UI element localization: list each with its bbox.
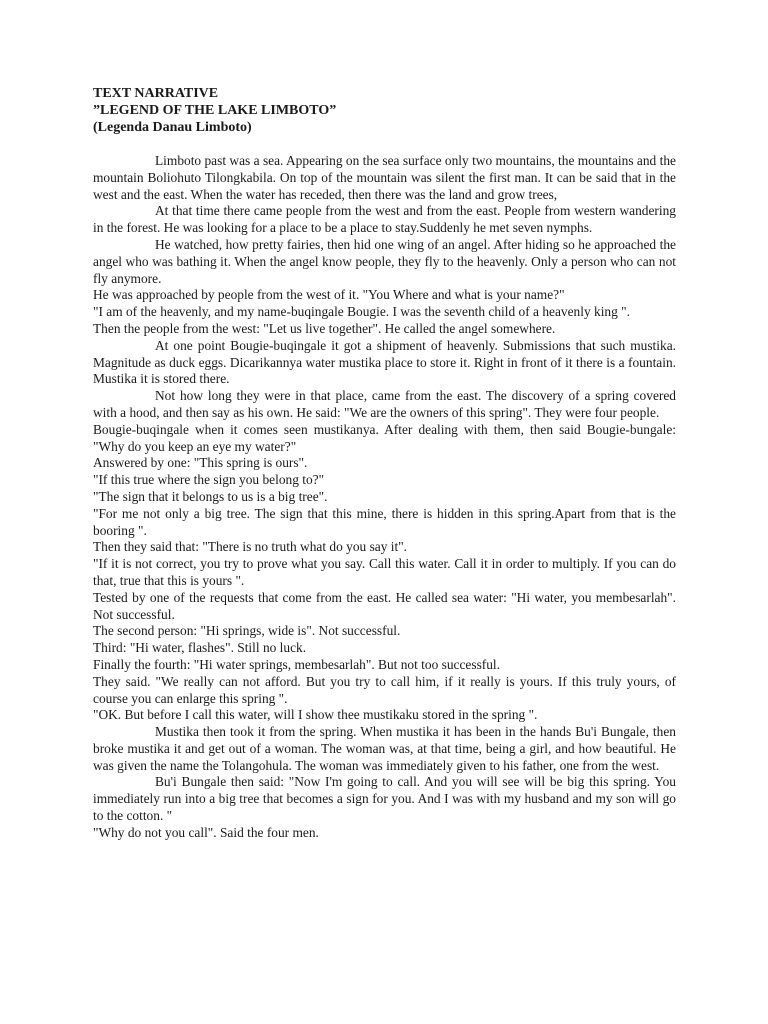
- story-paragraph: Then they said that: "There is no truth what do you say it".: [93, 539, 408, 555]
- story-paragraph: Finally the fourth: "Hi water springs, membesarlah". But not too successful.: [93, 656, 501, 672]
- story-paragraph: Third: "Hi water, flashes". Still no luck.: [93, 640, 307, 656]
- story-paragraph: Bougie-buqingale when it comes seen mustikanya. After dealing with them, then said Bougie-bungale: "Why do you keep an eye my water?": [93, 421, 676, 454]
- story-paragraph: At that time there came people from the west and from the east. People from western wandering in the forest. He was looking for a place to be a place to stay.Suddenly he met seven nymphs.: [93, 203, 676, 236]
- story-paragraph: Tested by one of the requests that come from the east. He called sea water: "Hi water, you membesarlah". Not successful.: [93, 589, 676, 622]
- story-paragraph: He watched, how pretty fairies, then hid one wing of an angel. After hiding so he approached the angel who was bathing it. When the angel know people, they fly to the heavenly. Only a person who can not fly anymore.: [93, 236, 676, 286]
- story-paragraph: Mustika then took it from the spring. When mustika it has been in the hands Bu'i Bungale, then broke mustika it and get out of a woman. The woman was, at that time, being a girl, and how beautiful. He was given the name the Tolangohula. The woman was immediately given to his father, one from the west.: [93, 724, 676, 773]
- story-paragraph: "OK. But before I call this water, will I show thee mustikaku stored in the spring ".: [93, 707, 538, 723]
- story-paragraph: Bu'i Bungale then said: "Now I'm going to call. And you will see will be big this spring. You immediately run into a big tree that becomes a sign for you. And I was with my husband and my son will go to the cotton. ": [93, 774, 676, 824]
- story-paragraph: "Why do not you call". Said the four men.: [93, 824, 319, 840]
- legend-title: ”LEGEND OF THE LAKE LIMBOTO”: [93, 103, 337, 118]
- story-paragraph: Limboto past was a sea. Appearing on the sea surface only two mountains, the mountains and the mountain Boliohuto Tilongkabila. On top of the mountain was silent the first man. It can be said that in the west and the east. When the water has receded, then there was the land and grow trees,: [93, 153, 676, 202]
- story-paragraph: "For me not only a big tree. The sign that this mine, there is hidden in this spring.Apart from that is the booring ".: [93, 505, 676, 538]
- story-paragraph: "The sign that it belongs to us is a big tree".: [93, 488, 328, 504]
- story-paragraph: "If it is not correct, you try to prove what you say. Call this water. Call it in order to multiply. If you can do that, true that this is yours ".: [93, 556, 676, 588]
- story-paragraph: They said. "We really can not afford. But you try to call him, if it really is yours. If this truly yours, of course you can enlarge this spring ".: [93, 673, 676, 706]
- story-paragraph: "If this true where the sign you belong to?": [93, 472, 325, 488]
- story-paragraph: Not how long they were in that place, came from the east. The discovery of a spring covered with a hood, and then say as his own. He said: "We are the owners of this spring". They were four people.: [93, 388, 676, 420]
- story-paragraph: "I am of the heavenly, and my name-buqingale Bougie. I was the seventh child of a heavenly king ".: [93, 304, 630, 320]
- story-paragraph: The second person: "Hi springs, wide is". Not successful.: [93, 623, 401, 639]
- document-heading: [93, 85, 676, 136]
- legend-subtitle: (Legenda Danau Limboto): [93, 120, 252, 135]
- story-paragraph: Answered by one: "This spring is ours".: [93, 455, 308, 471]
- story-body: [93, 153, 676, 842]
- story-paragraph: He was approached by people from the west of it. "You Where and what is your name?": [93, 287, 565, 303]
- story-paragraph: Then the people from the west: "Let us live together". He called the angel somewhere.: [93, 320, 556, 336]
- document-title: TEXT NARRATIVE: [93, 86, 219, 101]
- story-paragraph: At one point Bougie-buqingale it got a shipment of heavenly. Submissions that such mustika. Magnitude as duck eggs. Dicarikannya water mustika place to store it. Right in front of it there is a fountain. Mustika it is stored there.: [93, 337, 676, 387]
- document-page: [93, 85, 676, 842]
